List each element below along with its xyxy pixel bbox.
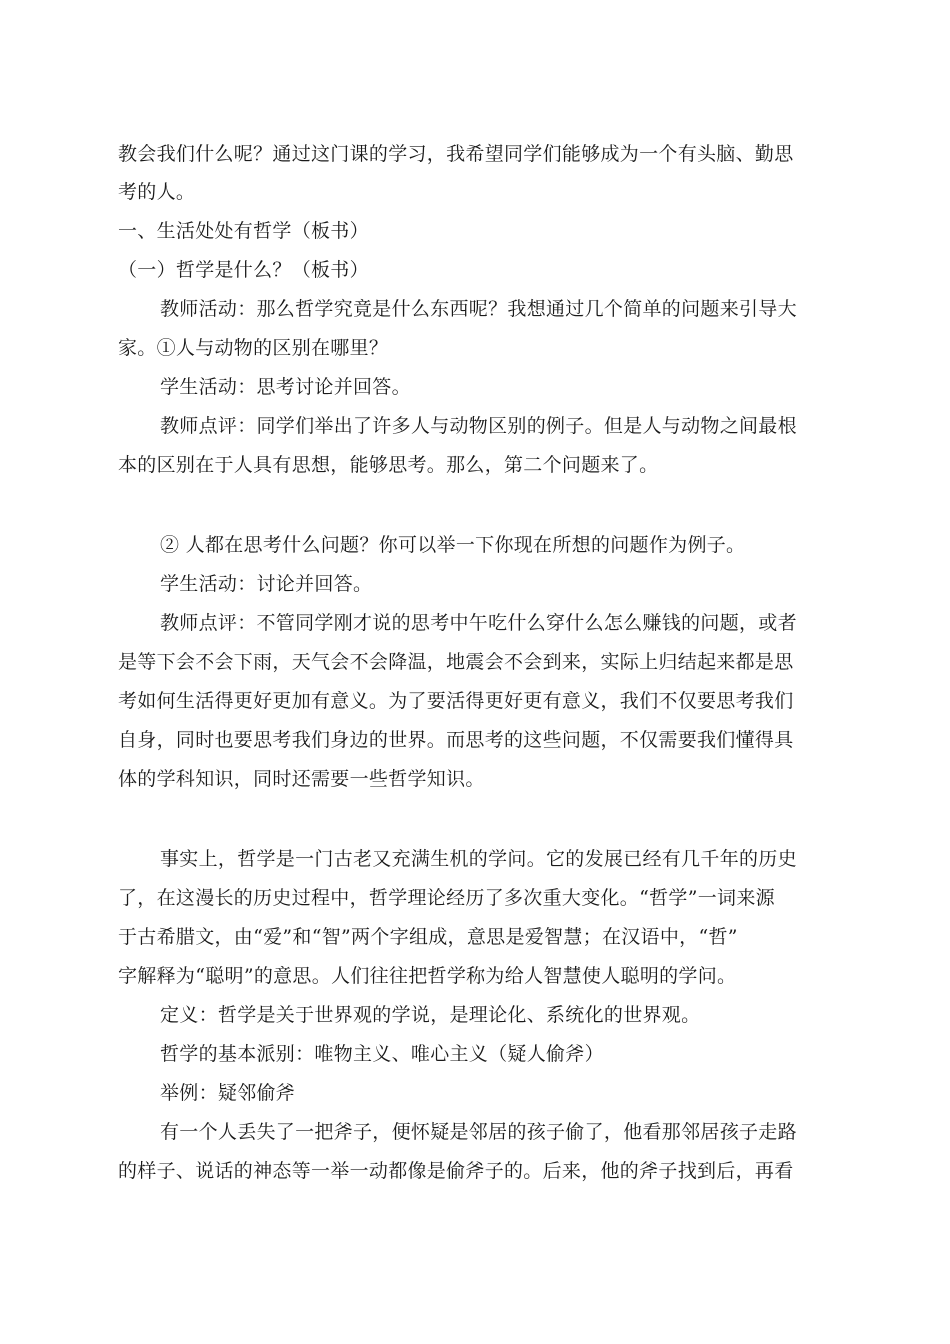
text-line: 字解释为“聪明”的意思。人们往往把哲学称为给人智慧使人聪明的学问。 [118,965,737,987]
text-line: 是等下会不会下雨，天气会不会降温，地震会不会到来，实际上归结起来都是思 [118,651,794,673]
text-line: 教师点评：同学们举出了许多人与动物区别的例子。但是人与动物之间最根 [160,415,797,437]
text-line: 自身，同时也要思考我们身边的世界。而思考的这些问题，不仅需要我们懂得具 [118,729,794,751]
text-line: 教会我们什么呢？通过这门课的学习，我希望同学们能够成为一个有头脑、勤思 [118,143,794,165]
text-line: 教师点评：不管同学刚才说的思考中午吃什么穿什么怎么赚钱的问题，或者 [160,612,797,634]
text-line: 哲学的基本派别：唯物主义、唯心主义（疑人偷斧） [160,1043,604,1065]
text-line: 了，在这漫长的历史过程中，哲学理论经历了多次重大变化。“哲学”一词来源 [118,887,775,909]
text-line: 定义：哲学是关于世界观的学说，是理论化、系统化的世界观。 [160,1004,701,1026]
text-line: 学生活动：讨论并回答。 [160,573,373,595]
text-line: 本的区别在于人具有思想，能够思考。那么，第二个问题来了。 [118,454,659,476]
text-line: 于古希腊文，由“爱”和“智”两个字组成，意思是爱智慧；在汉语中，“哲” [118,926,738,948]
text-line: 学生活动：思考讨论并回答。 [160,376,411,398]
text-line: ② 人都在思考什么问题？你可以举一下你现在所想的问题作为例子。 [160,534,746,556]
section-heading: 一、生活处处有哲学（板书） [118,220,369,242]
text-line: 的样子、说话的神态等一举一动都像是偷斧子的。后来，他的斧子找到后，再看 [118,1160,794,1182]
text-line: 有一个人丢失了一把斧子，便怀疑是邻居的孩子偷了，他看那邻居孩子走路 [160,1121,797,1143]
text-line: 举例：疑邻偷斧 [160,1082,296,1104]
subsection-heading: （一）哲学是什么？（板书） [118,259,369,281]
text-line: 体的学科知识，同时还需要一些哲学知识。 [118,768,485,790]
text-line: 考如何生活得更好更加有意义。为了要活得更好更有意义，我们不仅要思考我们 [118,690,794,712]
text-line: 事实上，哲学是一门古老又充满生机的学问。它的发展已经有几千年的历史 [160,848,797,870]
text-line: 考的人。 [118,181,196,203]
text-line: 教师活动：那么哲学究竟是什么东西呢？我想通过几个简单的问题来引导大 [160,298,797,320]
text-line: 家。①人与动物的区别在哪里？ [118,337,389,359]
